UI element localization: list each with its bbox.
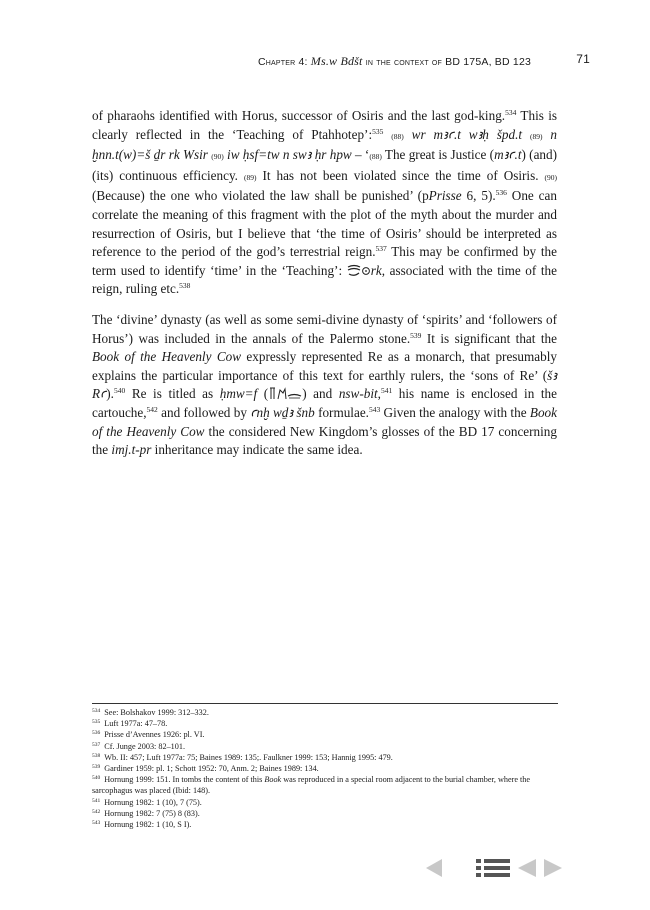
text-run: The great is Justice ( xyxy=(381,147,495,163)
footnote-ref: 536 xyxy=(495,188,507,198)
footnote-ref: 543 xyxy=(368,404,381,414)
footnote xyxy=(92,797,558,808)
text-run: , xyxy=(377,386,381,402)
footnote-text: was reproduced in a special room adjacent to the burial chamber, where the sarcophagus was placed (Ibid: 148). xyxy=(92,775,531,796)
text-run: One can correlate the meaning of this fragment with the plot of the myth about the murder and resurrection of Osiris, but I believe that ‘the time of Osiris’ should be interpreted as reference to the period of the god’s terrestrial reign. xyxy=(92,188,557,260)
running-header xyxy=(258,52,590,70)
transliteration: nsw-bit xyxy=(338,386,378,402)
footnote xyxy=(92,707,558,718)
hieroglyph-hmw-icon xyxy=(268,387,302,401)
transliteration: wr mꜣꜥ.t wꜣḥ špd.t xyxy=(411,126,523,142)
text-run: Re is titled as xyxy=(125,386,220,402)
footnote-number: 534 xyxy=(92,708,101,714)
italic-term: Prisse xyxy=(428,188,462,204)
text-run: and followed by xyxy=(157,404,251,420)
footnote-number: 539 xyxy=(92,764,101,771)
chapter-subtitle: in the context of BD 175A, BD 123 xyxy=(362,56,532,68)
transliteration: rk xyxy=(370,262,382,278)
footnote-text: Cf. Junge 2003: 82–101. xyxy=(104,741,185,751)
footnote-number: 540 xyxy=(92,775,101,782)
page-navigation xyxy=(424,857,564,879)
text-run: , associated with the time of the reign, ruling etc. xyxy=(92,262,557,297)
transliteration: ꜥnḫ wḏꜣ šnb xyxy=(250,404,315,420)
footnote-text: Hornung 1982: 1 (10), 7 (75). xyxy=(104,797,202,807)
chapter-label: Chapter 4: xyxy=(258,56,311,68)
text-run: This is clearly reflected in the ‘Teaching of Ptahhotep’: xyxy=(92,108,557,142)
footnote-ref: 541 xyxy=(380,386,393,396)
transliteration: mꜣꜥ.t xyxy=(494,147,522,163)
footnote xyxy=(92,808,558,819)
back-arrow-icon[interactable] xyxy=(516,857,538,879)
footnote-italic: Book xyxy=(264,775,282,785)
footnote xyxy=(92,741,558,752)
transliteration: n ḫnn.t(w)=š ḏr rk Wsir xyxy=(92,126,557,163)
text-run: This may be confirmed by the term used to identify ‘time’ in the ‘Teaching’: xyxy=(92,244,557,278)
footnote-text: Gardiner 1959: pl. 1; Schott 1952: 70, Anm. 2; Baines 1989: 134. xyxy=(104,764,319,774)
text-run: 6, 5). xyxy=(461,188,496,204)
footnote-number: 538 xyxy=(92,752,101,759)
line-marker: (90) xyxy=(211,152,224,162)
text-run: the considered New Kingdom’s glosses of the BD 17 concerning the xyxy=(92,423,557,458)
footnote-ref: 535 xyxy=(372,126,384,136)
text-run: formulae. xyxy=(314,404,369,420)
text-run: expressly represented Re as a monarch, that presumably explains the particular importance of this text for earthly rulers, the ‘sons of Re’ ( xyxy=(92,349,557,383)
footnotes xyxy=(92,703,558,830)
transliteration: iw ḥsf=tw n swꜣ ḥr hpw xyxy=(227,147,352,163)
footnote xyxy=(92,763,558,774)
footnote-text: Hornung 1999: 151. In tombs the content of this xyxy=(104,775,265,785)
page-number: 71 xyxy=(576,52,590,66)
menu-list-icon[interactable] xyxy=(474,857,512,879)
chapter-title-italic: Ms.w Bdšt xyxy=(310,54,363,68)
footnote-text: Hornung 1982: 1 (10, S I). xyxy=(104,820,192,830)
prev-arrow-icon[interactable] xyxy=(424,857,444,879)
paragraph-1 xyxy=(92,107,557,299)
footnote-ref: 539 xyxy=(410,330,422,340)
text-run: ( xyxy=(257,386,269,402)
footnote-number: 536 xyxy=(92,730,101,737)
footnote-text: Luft 1977a: 47–78. xyxy=(104,719,168,729)
text-run: inheritance may indicate the same idea. xyxy=(151,442,363,458)
footnote-number: 537 xyxy=(92,741,101,748)
footnote-number: 541 xyxy=(92,797,101,804)
footnote-number: 543 xyxy=(92,820,101,827)
footnote-number: 542 xyxy=(92,808,101,815)
text-run: Given the analogy with the xyxy=(380,404,530,420)
text-run: his name is enclosed in the cartouche, xyxy=(92,386,557,420)
footnote-number: 535 xyxy=(92,719,101,726)
text-run: The ‘divine’ dynasty (as well as some semi-divine dynasty of ‘spirits’ and ‘followers of Horus’) was included in the annals of the Palermo stone. xyxy=(92,311,557,346)
footnote-ref: 540 xyxy=(113,386,126,396)
hieroglyph-rk-icon xyxy=(347,264,371,278)
main-text xyxy=(92,107,557,472)
text-run: ) (and) (its) continuous efficiency. xyxy=(92,147,558,183)
text-run: ) and xyxy=(302,386,339,402)
line-marker: (88) xyxy=(391,131,404,141)
footnote xyxy=(92,774,558,796)
footnote xyxy=(92,729,558,740)
text-run: ). xyxy=(106,386,114,402)
footnote-text: Hornung 1982: 7 (75) 8 (83). xyxy=(104,808,200,818)
footnote-ref: 534 xyxy=(505,108,517,117)
book-title: Book of the Heavenly Cow xyxy=(92,404,557,439)
footnote xyxy=(92,819,558,830)
footnote-text: Wb. II: 457; Luft 1977a: 75; Baines 1989: 135;. Faulkner 1999: 153; Hannig 1995: 479. xyxy=(104,752,393,762)
text-run: It has not been violated since the time of Osiris. xyxy=(256,167,545,183)
transliteration: imj.t-pr xyxy=(111,442,152,458)
text-run: (Because) the one who violated the law shall be punished’ (p xyxy=(92,188,429,204)
paragraph-2 xyxy=(92,311,557,460)
forward-arrow-icon[interactable] xyxy=(542,857,564,879)
transliteration: šꜣ Rꜥ xyxy=(92,367,557,402)
line-marker: (89) xyxy=(529,131,543,141)
footnote-text: See: Bolshakov 1999: 312–332. xyxy=(104,708,209,717)
footnote xyxy=(92,752,558,763)
footnote xyxy=(92,718,558,729)
line-marker: (89) xyxy=(243,172,257,182)
footnote-ref: 538 xyxy=(179,281,191,291)
line-marker: (90) xyxy=(544,172,558,182)
running-title xyxy=(258,54,531,69)
book-title: Book of the Heavenly Cow xyxy=(92,349,242,365)
text-run: It is significant that the xyxy=(421,330,557,346)
line-marker: (88) xyxy=(369,152,382,162)
text-run: – ‘ xyxy=(351,147,370,163)
footnote-ref: 537 xyxy=(375,244,387,254)
footnote-text: Prisse d’Avennes 1926: pl. VI. xyxy=(104,730,205,740)
footnote-ref: 542 xyxy=(146,404,158,414)
transliteration: ḥmw=f xyxy=(219,386,258,402)
text-run: of pharaohs identified with Horus, successor of Osiris and the last god-king. xyxy=(92,108,506,123)
